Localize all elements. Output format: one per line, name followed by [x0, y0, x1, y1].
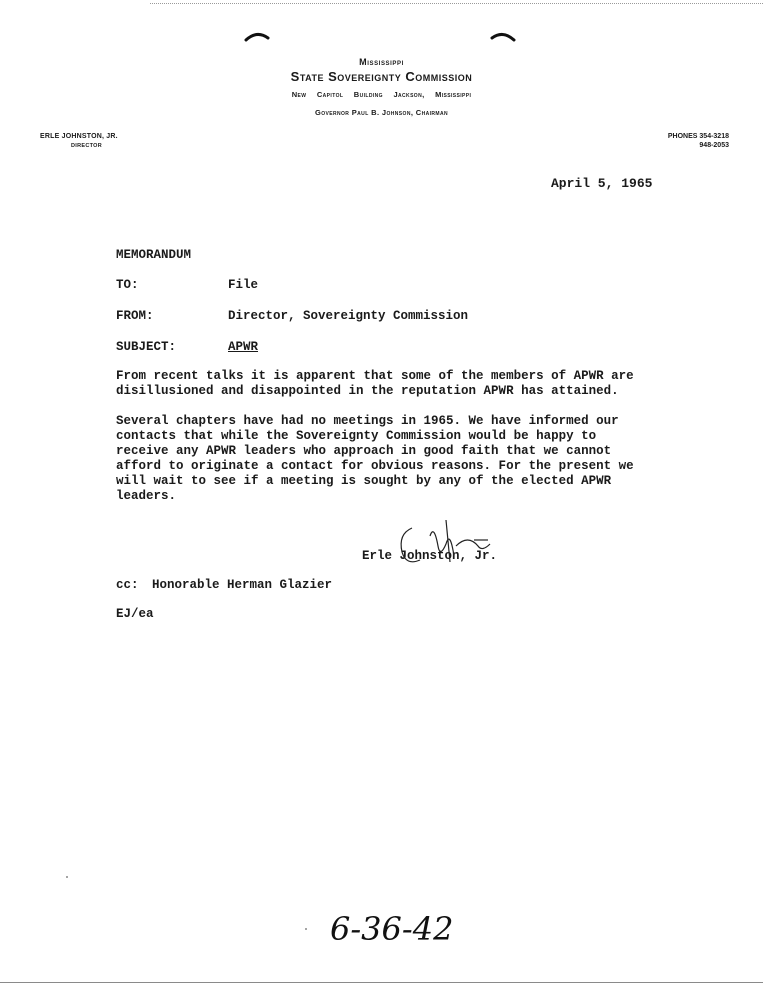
- subject-label: SUBJECT:: [116, 340, 177, 354]
- cc-line: [116, 578, 332, 592]
- speck-mark: [305, 928, 307, 930]
- address-building: New Capitol Building: [291, 90, 383, 99]
- director-title: DIRECTOR: [71, 143, 103, 149]
- memo-date: April 5, 1965: [551, 176, 653, 191]
- from-label: FROM:: [116, 309, 154, 323]
- signature-typed-name: Erle Johnston, Jr.: [362, 549, 498, 563]
- letterhead-ornament-right-icon: [490, 30, 516, 42]
- director-name: ERLE JOHNSTON, JR.: [40, 133, 118, 140]
- from-value: Director, Sovereignty Commission: [228, 309, 469, 323]
- memo-paragraph-1: From recent talks it is apparent that some of the members of APWR are disillusioned and disappointed in the reputation APWR has attained.: [116, 369, 634, 398]
- letterhead-commission: State Sovereignty Commission: [290, 69, 473, 84]
- top-dotted-rule: [150, 3, 763, 4]
- phone-2: 948-2053: [699, 142, 729, 149]
- bottom-rule: [0, 982, 763, 983]
- memo-paragraph-2: Several chapters have had no meetings in 1965. We have informed our contacts that while the Sovereignty Commission would be happy to receive any APWR leaders who approach in good faith that we cannot afford to originate a contact for obvious reasons. For the present we will wait to see if a meeting is sought by any of the elected APWR leaders.: [116, 414, 634, 503]
- memo-title: MEMORANDUM: [116, 248, 192, 262]
- subject-value: APWR: [228, 340, 259, 354]
- handwritten-file-number: [330, 900, 470, 950]
- to-label: TO:: [116, 278, 139, 292]
- letterhead-governor: Governor Paul B. Johnson, Chairman: [314, 108, 449, 117]
- typist-initials: EJ/ea: [116, 607, 154, 621]
- to-value: File: [228, 278, 259, 292]
- phones-label: PHONES: [667, 133, 698, 140]
- handwritten-signature-icon: [390, 516, 510, 576]
- letterhead-ornament-left-icon: [244, 30, 270, 42]
- letterhead-address: [0, 90, 763, 99]
- speck-mark: [66, 876, 68, 878]
- svg-text:6-36-42: 6-36-42: [330, 910, 454, 948]
- phone-1: 354-3218: [699, 133, 729, 140]
- cc-recipient: Honorable Herman Glazier: [152, 578, 333, 592]
- phone-numbers: [668, 132, 729, 150]
- letterhead-state: Mississippi: [359, 57, 404, 67]
- address-city: Jackson, Mississippi: [393, 90, 472, 99]
- cc-label: cc:: [116, 578, 139, 592]
